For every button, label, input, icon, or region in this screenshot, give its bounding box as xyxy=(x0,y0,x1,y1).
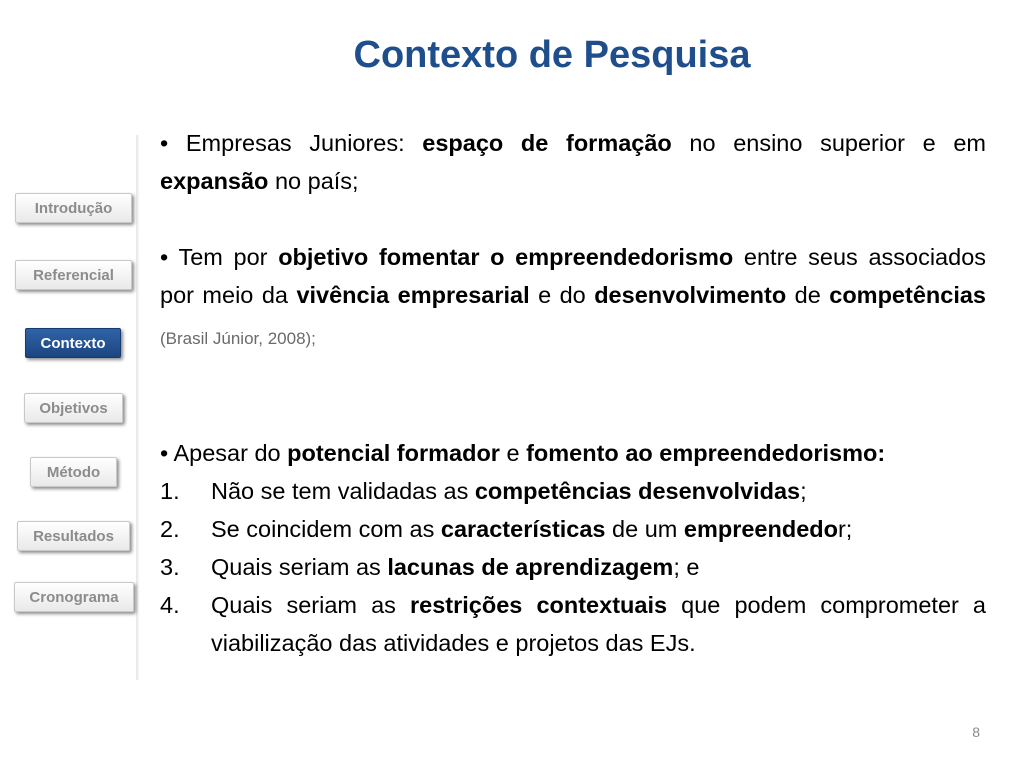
bullet-item: • Apesar do potencial formador e fomento ao empreendedorismo: xyxy=(160,440,886,466)
list-number: 1. xyxy=(160,478,180,504)
bullet-marker: • xyxy=(160,130,169,156)
slide-content xyxy=(160,124,986,662)
bullet-item: • Empresas Juniores: espaço de formação no ensino superior e em expansão no país; xyxy=(160,130,986,194)
nav-divider xyxy=(136,135,139,680)
list-number: 4. xyxy=(160,592,180,618)
list-number: 3. xyxy=(160,554,180,580)
list-item: 4. Quais seriam as restrições contextuais que podem comprometer a viabilização das atividades e projetos das EJs. xyxy=(160,586,986,662)
list-item: 2. Se coincidem com as características de um empreendedor; xyxy=(160,510,986,548)
list-number: 2. xyxy=(160,516,180,542)
nav-button-objetivos[interactable]: Objetivos xyxy=(24,393,123,423)
list-item: 1. Não se tem validadas as competências desenvolvidas; xyxy=(160,472,986,510)
nav-button-referencial[interactable]: Referencial xyxy=(15,260,132,290)
citation: (Brasil Júnior, 2008); xyxy=(160,329,316,348)
bullet-marker: • xyxy=(160,440,169,466)
list-item: 3. Quais seriam as lacunas de aprendizagem; e xyxy=(160,548,986,586)
nav-button-cronograma[interactable]: Cronograma xyxy=(14,582,134,612)
slide-title: Contexto de Pesquisa xyxy=(353,34,751,76)
nav-button-metodo[interactable]: Método xyxy=(30,457,117,487)
nav-button-introducao[interactable]: Introdução xyxy=(15,193,132,223)
nav-button-resultados[interactable]: Resultados xyxy=(17,521,130,551)
nav-button-contexto[interactable]: Contexto xyxy=(25,328,121,358)
bullet-item: • Tem por objetivo fomentar o empreendedorismo entre seus associados por meio da vivência empresarial e do desenvolvimento de competências (Brasil Júnior, 2008); xyxy=(160,244,987,348)
bullet-marker: • xyxy=(160,244,169,270)
page-number: 8 xyxy=(972,724,980,740)
